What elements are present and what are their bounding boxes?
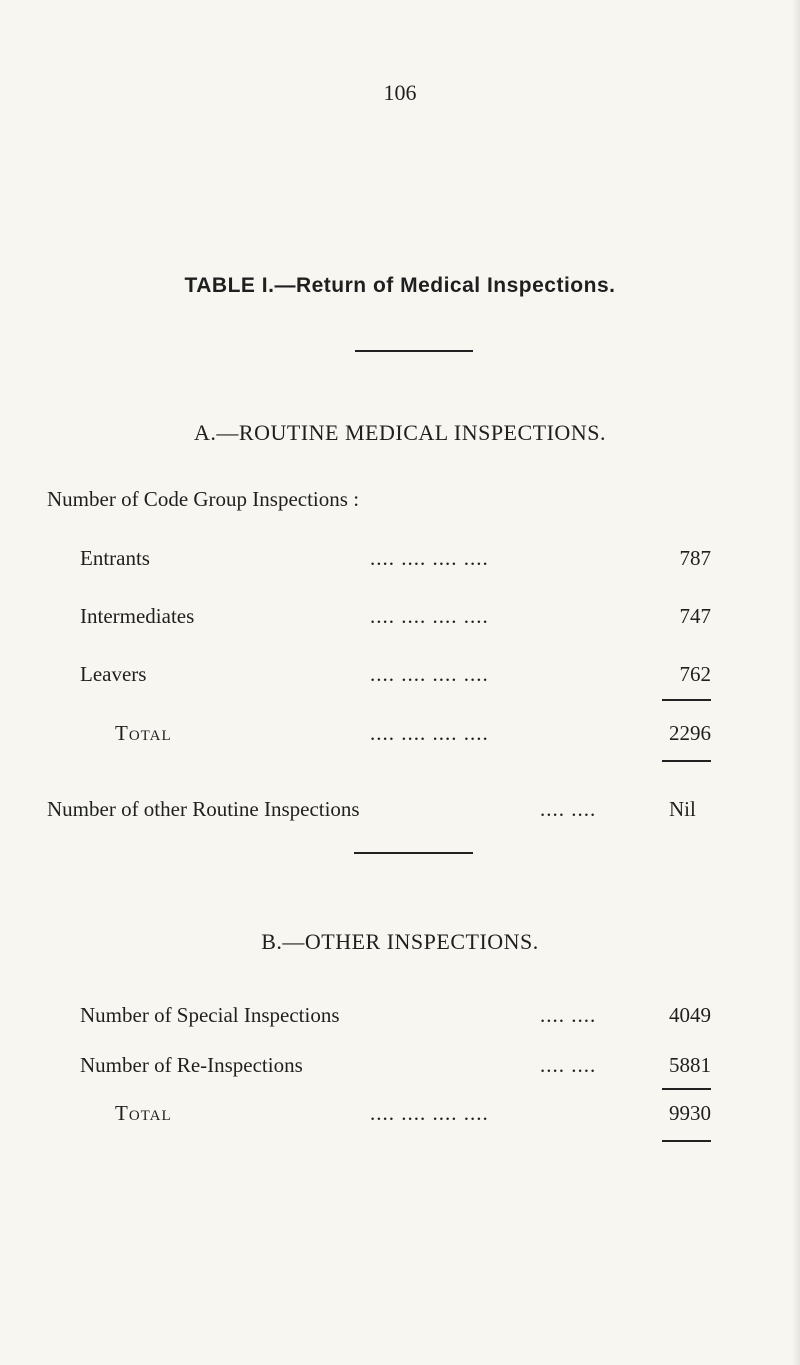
section-b-heading: B.—OTHER INSPECTIONS. [261,929,539,954]
special-inspections-value: 4049 [669,1003,711,1027]
page-number: 106 [383,80,417,105]
total-rule-a [662,760,711,762]
subtotal-rule-a [662,699,711,701]
re-inspections-leader: .... .... [540,1053,597,1077]
title-divider [355,350,473,352]
special-inspections-label: Number of Special Inspections [80,1003,340,1027]
total-rule-b [662,1140,711,1142]
total-b-value: 9930 [669,1101,711,1125]
other-routine-leader: .... .... [540,797,597,821]
total-b-label: Total [115,1101,172,1125]
code-group-intro: Number of Code Group Inspections : [47,487,360,511]
special-inspections-leader: .... .... [540,1003,597,1027]
row-intermediates-label: Intermediates [80,604,195,628]
total-b-leader: .... .... .... .... [370,1101,489,1125]
row-entrants-value: 787 [679,546,711,570]
re-inspections-label: Number of Re-Inspections [80,1053,303,1077]
other-routine-value: Nil [669,797,696,821]
table-title: TABLE I.—Return of Medical Inspections. [184,274,616,297]
row-intermediates-value: 747 [679,604,711,628]
row-leavers-label: Leavers [80,662,147,686]
row-entrants-leader: .... .... .... .... [370,546,489,570]
row-leavers-leader: .... .... .... .... [370,662,489,686]
row-entrants-label: Entrants [80,546,150,570]
row-leavers-value: 762 [679,662,711,686]
other-routine-label: Number of other Routine Inspections [47,797,360,821]
total-a-label: Total [115,721,172,745]
row-intermediates-leader: .... .... .... .... [370,604,489,628]
page-edge-shadow [792,0,800,1365]
section-divider [354,852,473,854]
re-inspections-value: 5881 [669,1053,711,1077]
subtotal-rule-b [662,1088,711,1090]
section-a-heading: A.—ROUTINE MEDICAL INSPECTIONS. [194,420,606,445]
total-a-value: 2296 [669,721,711,745]
total-a-leader: .... .... .... .... [370,721,489,745]
